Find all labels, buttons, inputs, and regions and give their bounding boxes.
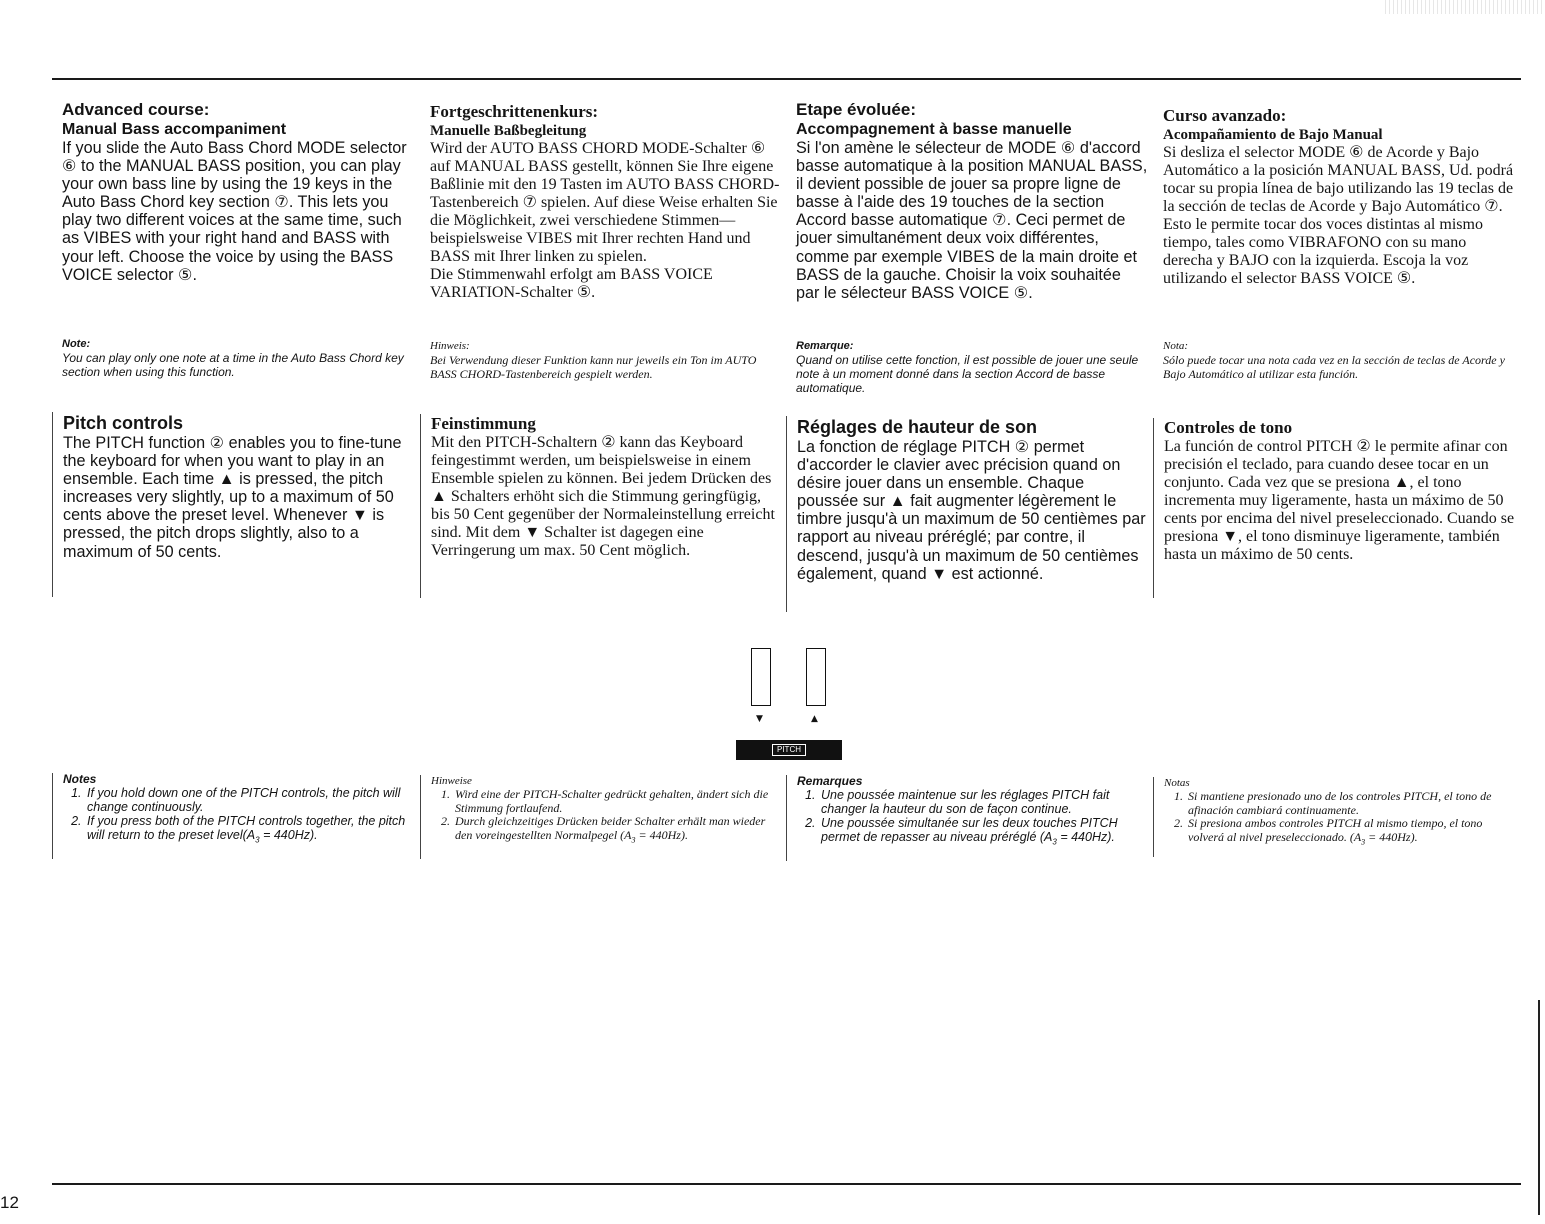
en-notes-title: Notes	[63, 773, 97, 786]
en-section2-title: Pitch controls	[63, 413, 184, 433]
de-notes-item-2	[453, 815, 782, 846]
column-german	[420, 102, 782, 302]
fr-notes-title: Remarques	[797, 775, 863, 788]
fr-section2-title: Réglages de hauteur de son	[797, 417, 1038, 437]
de-section1-subtitle: Manuelle Baßbegleitung	[430, 123, 587, 139]
column-french	[786, 100, 1148, 302]
fr-section2-body: La fonction de réglage PITCH ② permet d'accorder le clavier avec précision quand on désire jouer dans un ensemble. Chaque poussée sur ▲ fait augmenter légèrement le timbre jusqu'à un maximum de 50 centièmes par rapport au niveau préréglé; par contre, il descend, jusqu'à un maximum de 50 centièmes également, quand ▼ est actionné.	[797, 438, 1146, 583]
es-section2-title: Controles de tono	[1164, 418, 1293, 437]
top-rule	[52, 78, 1521, 80]
de-section2-title: Feinstimmung	[431, 414, 536, 433]
column-english-pitch	[52, 412, 410, 597]
de-notes-item-1: 1. Wird eine der PITCH-Schalter gedrückt gehalten, ändert sich die Stimmung fortlaufend.	[453, 788, 782, 815]
fr-note-title: Remarque:	[796, 340, 854, 352]
es-section1-body: Si desliza el selector MODE ⑥ de Acorde y Bajo Automático a la posición MANUAL BASS, Ud. podrá tocar su propia línea de bajo utilizando las 19 teclas de la sección de teclas de Acorde y Bajo Automático ⑦. Esto le permite tocar dos voces distintas al mismo tiempo, tales como VIBRAFONO con su mano derecha y BAJO con la izquierda. Escoja la voz utilizando el selector BASS VOICE ⑤.	[1163, 144, 1514, 287]
de-section2-body: Mit den PITCH-Schaltern ② kann das Keyboard feingestimmt werden, um beispielsweise in einem Ensemble spielen zu können. Bei jedem Drücken des ▲ Schalters erhöht sich die Stimmung geringfügig, bis 50 Cent gegenüber der Normaleinstellung erreicht sind. Mit dem ▼ Schalter ist dagegen eine Verringerung um max. 50 Cent möglich.	[431, 434, 775, 559]
fr-notes-item-1: 1. Une poussée maintenue sur les réglages PITCH fait changer la hauteur du son de façon continue.	[819, 788, 1148, 816]
en-section1-body: If you slide the Auto Bass Chord MODE selector ⑥ to the MANUAL BASS position, you can play your own bass line by using the 19 keys in the Auto Bass Chord key section ⑦. This lets you play two different voices at the same time, such as VIBES with your right hand and BASS with your left. Choose the voice by using the BASS VOICE selector ⑤.	[62, 139, 407, 284]
en-notes-item-2-text: If you press both of the PITCH controls together, the pitch will return to the preset level(A	[87, 814, 406, 842]
fr-section1-body: Si l'on amène le sélecteur de MODE ⑥ d'accord basse automatique à la position MANUAL BASS, il devient possible de jouer sa propre ligne de basse à l'aide des 19 touches de la section Accord basse automatique ⑦. Ceci permet de jouer simultanément deux voix différentes, comme par exemple VIBES de la main droite et BASS de la gauche. Choisir la voix souhaitée par le sélecteur BASS VOICE ⑤.	[796, 139, 1148, 302]
pitch-down-key	[751, 648, 771, 706]
column-french-note	[786, 340, 1148, 395]
scan-artifact	[1385, 0, 1545, 14]
column-english-note	[52, 338, 410, 379]
en-note-body: You can play only one note at a time in the Auto Bass Chord key section when using this function.	[62, 351, 404, 379]
fr-note-body: Quand on utilise cette fonction, il est possible de jouer une seule note à un moment donné dans la section Accord de basse automatique.	[796, 353, 1139, 395]
de-section1-body: Wird der AUTO BASS CHORD MODE-Schalter ⑥ auf MANUAL BASS gestellt, können Sie Ihre eigene Baßlinie mit den 19 Tasten im AUTO BASS CHORD-Tastenbereich ⑦ spielen. Auf diese Weise erhalten Sie die Möglichkeit, zwei verschiedene Stimmen—beispielsweise VIBES mit Ihrer rechten Hand und BASS mit Ihrer linken zu spielen.	[430, 140, 780, 265]
es-notes-item-2	[1186, 817, 1519, 848]
es-notes-title: Notas	[1164, 777, 1190, 789]
de-notes-item-2-end: = 440Hz).	[635, 827, 688, 842]
page-number: 12	[0, 1193, 19, 1212]
de-note-body: Bei Verwendung dieser Funktion kann nur jeweils ein Ton im AUTO BASS CHORD-Tastenbereich gespielt werden.	[430, 353, 757, 381]
up-arrow-icon: ▲	[811, 714, 818, 724]
en-section2-body: The PITCH function ② enables you to fine-tune the keyboard for when you want to play in an ensemble. Each time ▲ is pressed, the pitch increases very slightly, up to a maximum of 50 cents above the preset level. Whenever ▼ is pressed, the pitch drops slightly, also to a maximum of 50 cents.	[63, 434, 402, 561]
es-notes-item-2-text: Si presiona ambos controles PITCH al mismo tiempo, el tono volverá al nivel preseleccionado. (A	[1188, 816, 1483, 844]
es-notes	[1153, 777, 1519, 857]
bottom-rule	[52, 1183, 1521, 1185]
pitch-label: PITCH	[772, 744, 806, 756]
fr-notes-item-2-end: = 440Hz).	[1056, 830, 1115, 844]
en-notes-item-1: 1. If you hold down one of the PITCH controls, the pitch will change continuously.	[85, 786, 410, 814]
pitch-controls-diagram	[736, 648, 842, 760]
en-notes-list	[63, 786, 410, 848]
pitch-up-key	[806, 648, 826, 706]
de-notes-title: Hinweise	[431, 775, 472, 787]
es-note-body: Sólo puede tocar una nota cada vez en la sección de teclas de Acorde y Bajo Automático al utilizar esta función.	[1163, 353, 1505, 381]
fr-notes-item-2	[819, 816, 1148, 850]
en-notes-item-2-sub: 3	[255, 835, 260, 845]
es-notes-item-2-sub: 3	[1361, 836, 1366, 846]
en-section1-title: Advanced course:	[62, 100, 210, 119]
de-section1-title: Fortgeschrittenenkurs:	[430, 102, 599, 121]
down-arrow-icon: ▼	[756, 714, 763, 724]
es-notes-item-2-end: = 440Hz).	[1365, 829, 1418, 844]
en-note-title: Note:	[62, 338, 91, 350]
column-french-pitch	[786, 416, 1148, 612]
es-notes-item-1: 1. Si mantiene presionado uno de los controles PITCH, el tono de afinación cambiará continuamente.	[1186, 790, 1519, 817]
column-spanish	[1153, 106, 1519, 288]
de-notes-list	[431, 788, 782, 846]
fr-notes-item-2-text: Une poussée simultanée sur les deux touches PITCH permet de repasser au niveau préréglé (A	[821, 816, 1118, 844]
en-notes	[52, 773, 410, 859]
de-notes	[420, 775, 782, 859]
fr-section1-title: Etape évoluée:	[796, 100, 916, 119]
es-section2-body: La función de control PITCH ② le permite afinar con precisión el teclado, para cuando desee tocar en un conjunto. Cada vez que se presiona ▲, el tono incrementa muy ligeramente, hasta un máximo de 50 cents por encima del nivel preseleccionado. Cuando se presiona ▼, el tono disminuye ligeramente, también hasta un máximo de 50 cents.	[1164, 438, 1515, 563]
de-notes-item-2-sub: 3	[631, 834, 636, 844]
column-german-note	[420, 340, 782, 381]
column-german-pitch	[420, 414, 782, 598]
de-note-title: Hinweis:	[430, 340, 470, 352]
fr-notes-list	[797, 788, 1148, 850]
pitch-label-bar	[736, 740, 842, 760]
es-notes-list	[1164, 790, 1519, 848]
en-section1-subtitle: Manual Bass accompaniment	[62, 121, 287, 138]
fr-notes-item-2-sub: 3	[1052, 837, 1057, 847]
en-notes-item-2-end: = 440Hz).	[259, 828, 318, 842]
es-note-title: Nota:	[1163, 340, 1189, 352]
en-notes-item-2	[85, 814, 410, 848]
de-section1-body2: Die Stimmenwahl erfolgt am BASS VOICE VARIATION-Schalter ⑤.	[430, 266, 713, 301]
column-english	[52, 100, 410, 284]
column-spanish-note	[1153, 340, 1519, 381]
column-spanish-pitch	[1153, 418, 1519, 598]
fr-notes	[786, 775, 1148, 861]
page-edge-mark	[1538, 1000, 1540, 1215]
de-notes-item-2-text: Durch gleichzeitiges Drücken beider Schalter erhält man wieder den voreingestellten Normalpegel (A	[455, 814, 766, 842]
es-section1-subtitle: Acompañamiento de Bajo Manual	[1163, 127, 1383, 143]
fr-section1-subtitle: Accompagnement à basse manuelle	[796, 121, 1072, 138]
es-section1-title: Curso avanzado:	[1163, 106, 1287, 125]
